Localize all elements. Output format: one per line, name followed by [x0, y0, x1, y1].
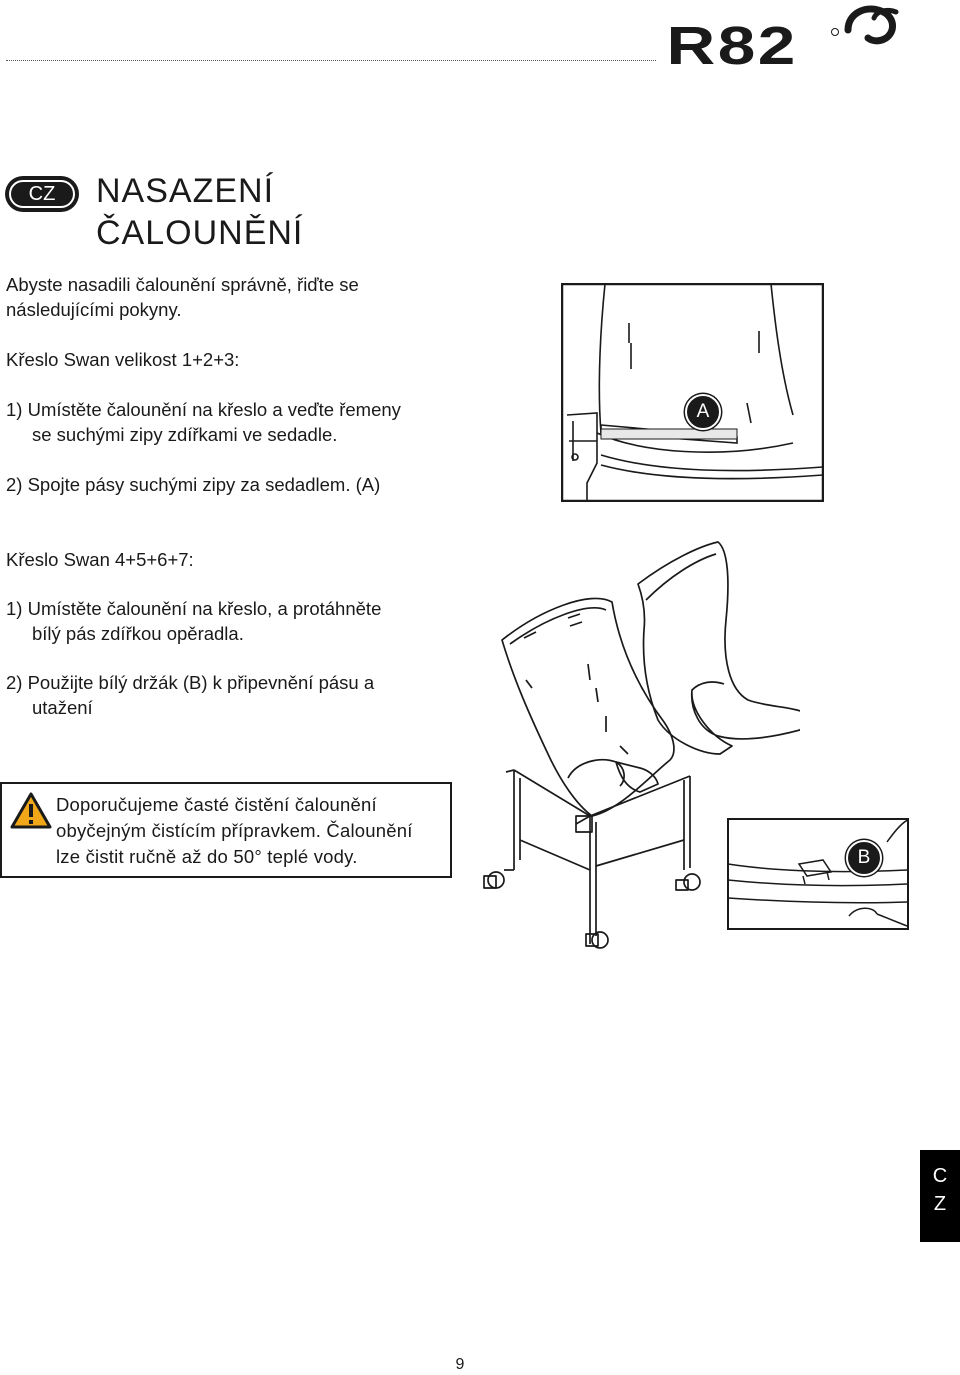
- warning-line-3: lze čistit ručně až do 50° teplé vody.: [56, 846, 358, 867]
- part1-step1-line-2: se suchými zipy zdířkami ve sedadle.: [32, 424, 338, 445]
- figure-b: [727, 818, 909, 930]
- warning-box: [0, 782, 452, 878]
- title-line-2: ČALOUNĚNÍ: [96, 214, 304, 252]
- part1-heading: Křeslo Swan velikost 1+2+3:: [6, 349, 240, 370]
- figure-b-drawing: [727, 818, 909, 930]
- language-side-tab: [920, 1150, 960, 1242]
- callout-a: A: [685, 394, 721, 430]
- title-line-1: NASAZENÍ: [96, 172, 275, 210]
- language-badge: [5, 176, 79, 212]
- r82-logo: [664, 4, 914, 66]
- intro-line-2: následujícími pokyny.: [6, 299, 182, 320]
- section-title: [96, 170, 303, 254]
- side-tab-line-1: C: [932, 1165, 948, 1187]
- intro-paragraph: [6, 272, 359, 322]
- figure-a-drawing: [561, 283, 824, 502]
- part1-step2: 2) Spojte pásy suchými zipy za sedadlem. (A): [6, 474, 381, 495]
- warning-text: [56, 792, 446, 870]
- part1-step1-line-1: 1) Umístěte čalounění na křeslo a veďte řemeny: [6, 399, 401, 420]
- part2-heading: Křeslo Swan 4+5+6+7:: [6, 549, 194, 570]
- header-dotted-rule: [6, 60, 656, 61]
- warning-icon: [10, 792, 52, 830]
- warning-line-2: obyčejným čistícím přípravkem. Čalounění: [56, 820, 413, 841]
- part2-step1: [6, 596, 381, 646]
- part2-step2-line-1: 2) Použijte bílý držák (B) k připevnění pásu a: [6, 672, 375, 693]
- part1-step1: [6, 397, 401, 447]
- page-number: 9: [455, 1356, 465, 1373]
- part2-step2: [6, 670, 374, 720]
- language-badge-label: CZ: [9, 180, 75, 208]
- part2-step1-line-2: bílý pás zdířkou opěradla.: [32, 623, 244, 644]
- side-tab-line-2: Z: [933, 1193, 947, 1215]
- part2-step2-line-2: utažení: [32, 697, 93, 718]
- callout-b: B: [846, 840, 882, 876]
- brand-text: R82: [666, 15, 798, 66]
- warning-line-1: Doporučujeme časté čistění čalounění: [56, 794, 377, 815]
- figure-a: [561, 283, 824, 502]
- intro-line-1: Abyste nasadili čalounění správně, řiďte se: [6, 274, 359, 295]
- part2-step1-line-1: 1) Umístěte čalounění na křeslo, a protáhněte: [6, 598, 382, 619]
